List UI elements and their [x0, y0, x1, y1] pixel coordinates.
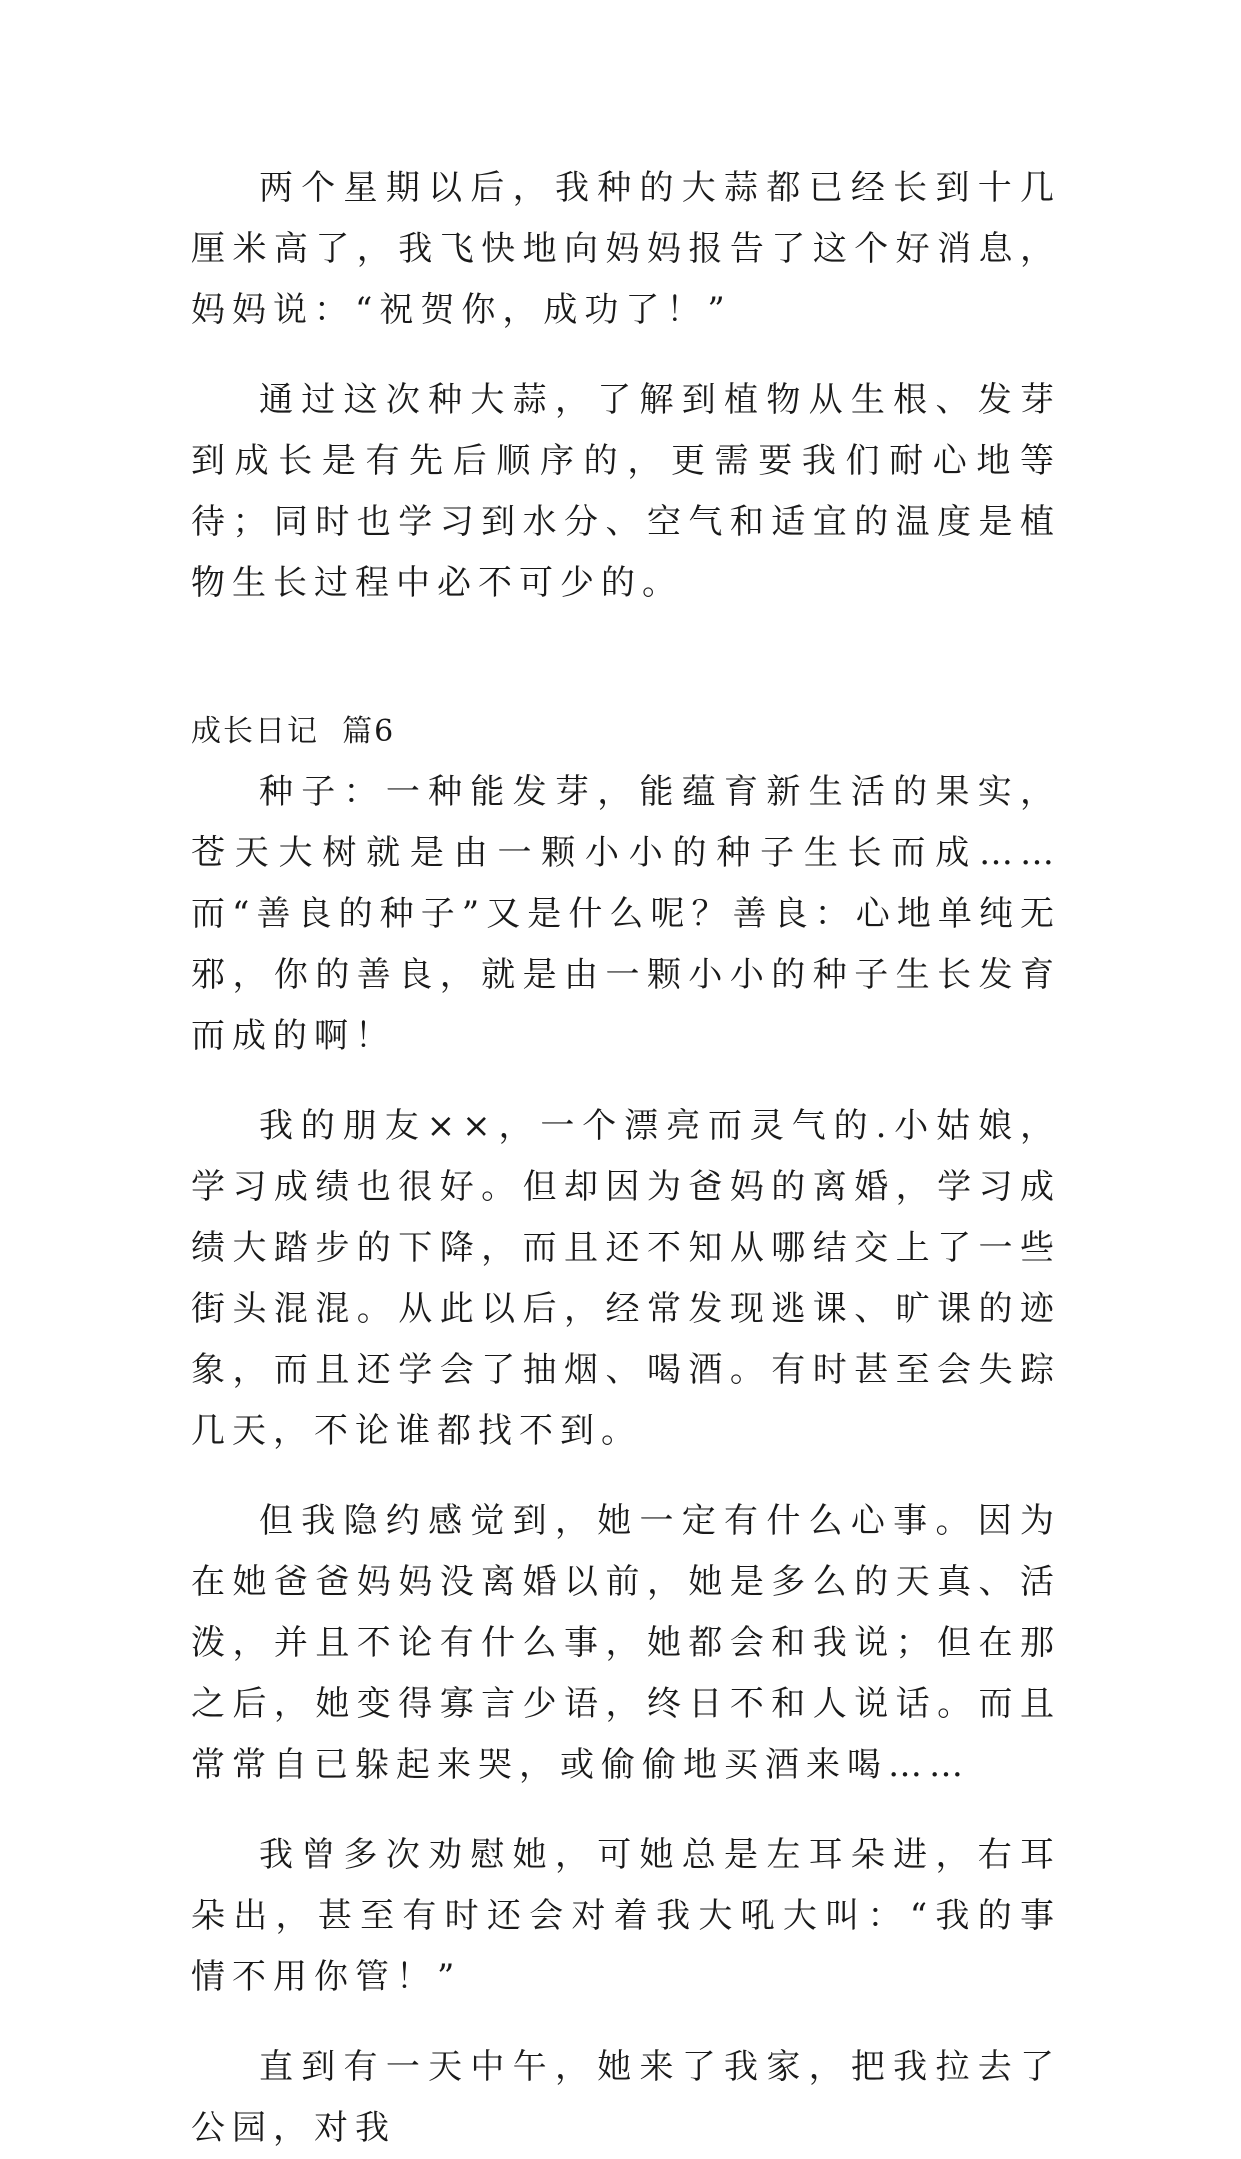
document-page [191, 158, 1061, 2159]
paragraph-garlic-lesson: 通过这次种大蒜，了解到植物从生根、发芽到成长是有先后顺序的，更需要我们耐心地等待；同时也学习到水分、空气和适宜的温度是植物生长过程中必不可少的。 [191, 380, 1061, 603]
paragraph-garlic-success: 两个星期以后，我种的大蒜都已经长到十几厘米高了，我飞快地向妈妈报告了这个好消息，妈妈说：“祝贺你，成功了！” [191, 168, 1061, 330]
paragraph-feeling: 但我隐约感觉到，她一定有什么心事。因为在她爸爸妈妈没离婚以前，她是多么的天真、活泼，并且不论有什么事，她都会和我说；但在那之后，她变得寡言少语，终日不和人说话。而且常常自已躲起来哭，或偷偷地买酒来喝…… [191, 1501, 1061, 1785]
paragraph-comfort: 我曾多次劝慰她，可她总是左耳朵进，右耳朵出，甚至有时还会对着我大吼大叫：“我的事情不用你管！” [191, 1835, 1061, 1997]
paragraph-noon: 直到有一天中午，她来了我家，把我拉去了公园，对我 [191, 2047, 1061, 2148]
section-heading: 成长日记 篇6 [191, 714, 396, 749]
paragraph-spacer [191, 1067, 1061, 1096]
paragraph-spacer [191, 1796, 1061, 1825]
paragraph-spacer [191, 2008, 1061, 2037]
paragraph-seed: 种子：一种能发芽，能蕴育新生活的果实，苍天大树就是由一颗小小的种子生长而成……而“善良的种子”又是什么呢？善良：心地单纯无邪，你的善良，就是由一颗小小的种子生长发育而成的啊！ [191, 772, 1061, 1056]
paragraph-friend: 我的朋友××，一个漂亮而灵气的.小姑娘，学习成绩也很好。但却因为爸妈的离婚，学习成绩大踏步的下降，而且还不知从哪结交上了一些街头混混。从此以后，经常发现逃课、旷课的迹象，而且还学会了抽烟、喝酒。有时甚至会失踪几天，不论谁都找不到。 [191, 1106, 1061, 1451]
section-spacer [191, 614, 1061, 702]
paragraph-spacer [191, 1462, 1061, 1491]
paragraph-spacer [191, 341, 1061, 370]
